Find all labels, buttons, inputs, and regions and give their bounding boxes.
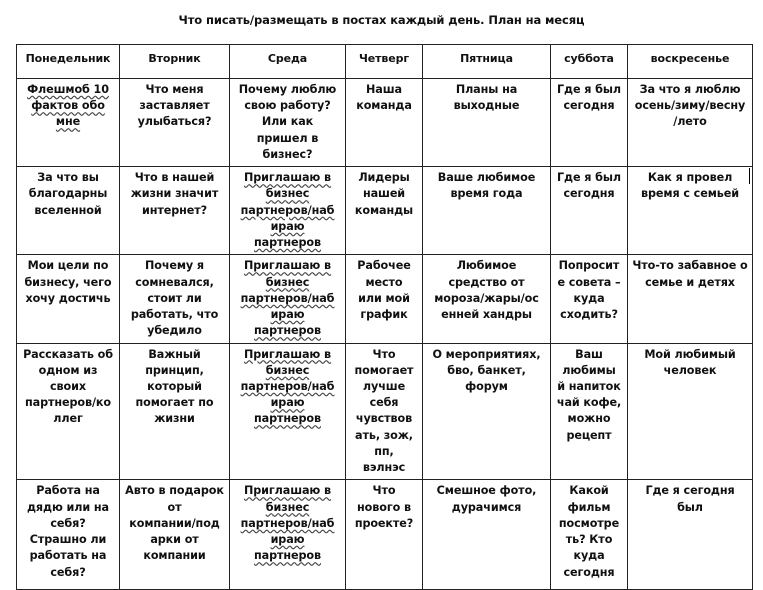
header-thursday: Четверг <box>346 45 423 79</box>
plan-cell-text: Какой фильм посмотре ть? Кто куда сегодня <box>558 484 620 579</box>
plan-cell-text: Смешное фото, дурачимся <box>436 484 537 514</box>
plan-cell-text: Планы на выходные <box>453 83 520 113</box>
plan-cell-monday <box>17 480 120 590</box>
header-tuesday: Вторник <box>120 45 230 79</box>
plan-cell-friday <box>423 79 551 167</box>
plan-cell-sunday <box>628 167 753 255</box>
plan-cell-text: Как я провел время с семьей <box>641 171 739 201</box>
plan-cell-thursday <box>346 79 423 167</box>
table-row <box>17 79 753 167</box>
table-row <box>17 343 753 480</box>
plan-cell-text: Любимое средство от мороза/жары/ос енней хандры <box>434 259 539 322</box>
plan-cell-friday <box>423 255 551 343</box>
plan-cell-monday <box>17 167 120 255</box>
plan-cell-text: Что нового в проекте? <box>354 484 414 530</box>
plan-cell-tuesday <box>120 480 230 590</box>
plan-cell-thursday <box>346 480 423 590</box>
table-row <box>17 480 753 590</box>
plan-cell-text: Приглашаю в бизнес партнеров/наб ираю партнеров <box>240 259 335 338</box>
plan-cell-wednesday <box>230 167 346 255</box>
table-row <box>17 255 753 343</box>
plan-cell-saturday <box>551 480 628 590</box>
plan-cell-friday <box>423 343 551 480</box>
plan-cell-text: Что-то забавное о семье и детях <box>632 259 748 289</box>
plan-cell-text: Рабочее место или мой график <box>357 259 411 322</box>
plan-cell-sunday <box>628 79 753 167</box>
plan-cell-thursday <box>346 255 423 343</box>
plan-cell-monday <box>17 79 120 167</box>
plan-cell-text: Мой любимый человек <box>644 347 736 377</box>
plan-cell-text: Авто в подарок от компании/под арки от компании <box>125 484 224 563</box>
plan-cell-wednesday <box>230 343 346 480</box>
plan-cell-thursday <box>346 343 423 480</box>
header-saturday: суббота <box>551 45 628 79</box>
header-row <box>17 45 753 79</box>
header-sunday: воскресенье <box>628 45 753 79</box>
plan-cell-sunday <box>628 255 753 343</box>
plan-cell-text: Ваше любимое время года <box>437 171 536 201</box>
weekly-plan-table <box>16 44 753 590</box>
plan-cell-friday <box>423 167 551 255</box>
plan-cell-saturday <box>551 167 628 255</box>
plan-cell-text: Где я сегодня был <box>645 484 735 514</box>
header-monday: Понедельник <box>17 45 120 79</box>
plan-cell-text: Почему я сомневался, стоит ли работать, что убедило <box>130 259 219 338</box>
plan-cell-wednesday <box>230 255 346 343</box>
plan-cell-text: Что помогает лучше себя чувствов ать, зож, пп, вэлнэс <box>354 347 414 475</box>
plan-cell-text: О мероприятиях, бво, банкет, форум <box>432 347 541 393</box>
plan-cell-saturday <box>551 255 628 343</box>
plan-cell-thursday <box>346 167 423 255</box>
plan-cell-text: Мои цели по бизнесу, чего хочу достичь <box>24 259 112 305</box>
plan-cell-saturday <box>551 343 628 480</box>
plan-cell-sunday <box>628 480 753 590</box>
plan-cell-sunday <box>628 343 753 480</box>
plan-cell-saturday <box>551 79 628 167</box>
plan-cell-text: Ваш любимы й напиток чай кофе, можно рецепт <box>556 347 622 442</box>
plan-cell-friday <box>423 480 551 590</box>
plan-cell-text: За что вы благодарны вселенной <box>28 171 108 217</box>
plan-cell-text: Приглашаю в бизнес партнеров/наб ираю партнеров <box>240 484 335 563</box>
plan-cell-text: Работа на дядю или на себя? Страшно ли работать на себя? <box>27 484 109 579</box>
plan-cell-monday <box>17 343 120 480</box>
table-row <box>17 167 753 255</box>
plan-cell-monday <box>17 255 120 343</box>
header-wednesday: Среда <box>230 45 346 79</box>
plan-cell-text: Где я был сегодня <box>557 171 621 201</box>
plan-cell-text: Лидеры нашей команды <box>354 171 414 217</box>
plan-cell-text: Важный принцип, который помогает по жизни <box>135 347 214 426</box>
plan-cell-text: Что в нашей жизни значит интернет? <box>130 171 219 217</box>
plan-cell-tuesday <box>120 343 230 480</box>
plan-cell-tuesday <box>120 167 230 255</box>
page-title: Что писать/размещать в постах каждый день. План на месяц <box>178 13 585 27</box>
text-cursor <box>749 168 750 184</box>
plan-cell-text: Приглашаю в бизнес партнеров/наб ираю партнеров <box>240 171 335 250</box>
plan-cell-text: За что я люблю осень/зиму/весну /лето <box>634 83 746 129</box>
plan-cell-tuesday <box>120 79 230 167</box>
plan-cell-text: Приглашаю в бизнес партнеров/наб ираю партнеров <box>240 347 335 426</box>
plan-cell-text: Почему люблю свою работу? Или как пришел в бизнес? <box>238 83 337 161</box>
plan-cell-wednesday <box>230 480 346 590</box>
plan-cell-text: Попросит е совета – куда сходить? <box>557 259 621 322</box>
plan-cell-text: Рассказать об одном из своих партнеров/ко ллег <box>23 347 113 426</box>
plan-cell-text: Флешмоб 10 фактов обо мне <box>27 83 109 129</box>
plan-cell-text: Что меня заставляет улыбаться? <box>137 83 212 129</box>
plan-cell-tuesday <box>120 255 230 343</box>
header-friday: Пятница <box>423 45 551 79</box>
plan-cell-wednesday <box>230 79 346 167</box>
plan-cell-text: Наша команда <box>356 83 412 113</box>
plan-cell-text: Где я был сегодня <box>557 83 621 113</box>
